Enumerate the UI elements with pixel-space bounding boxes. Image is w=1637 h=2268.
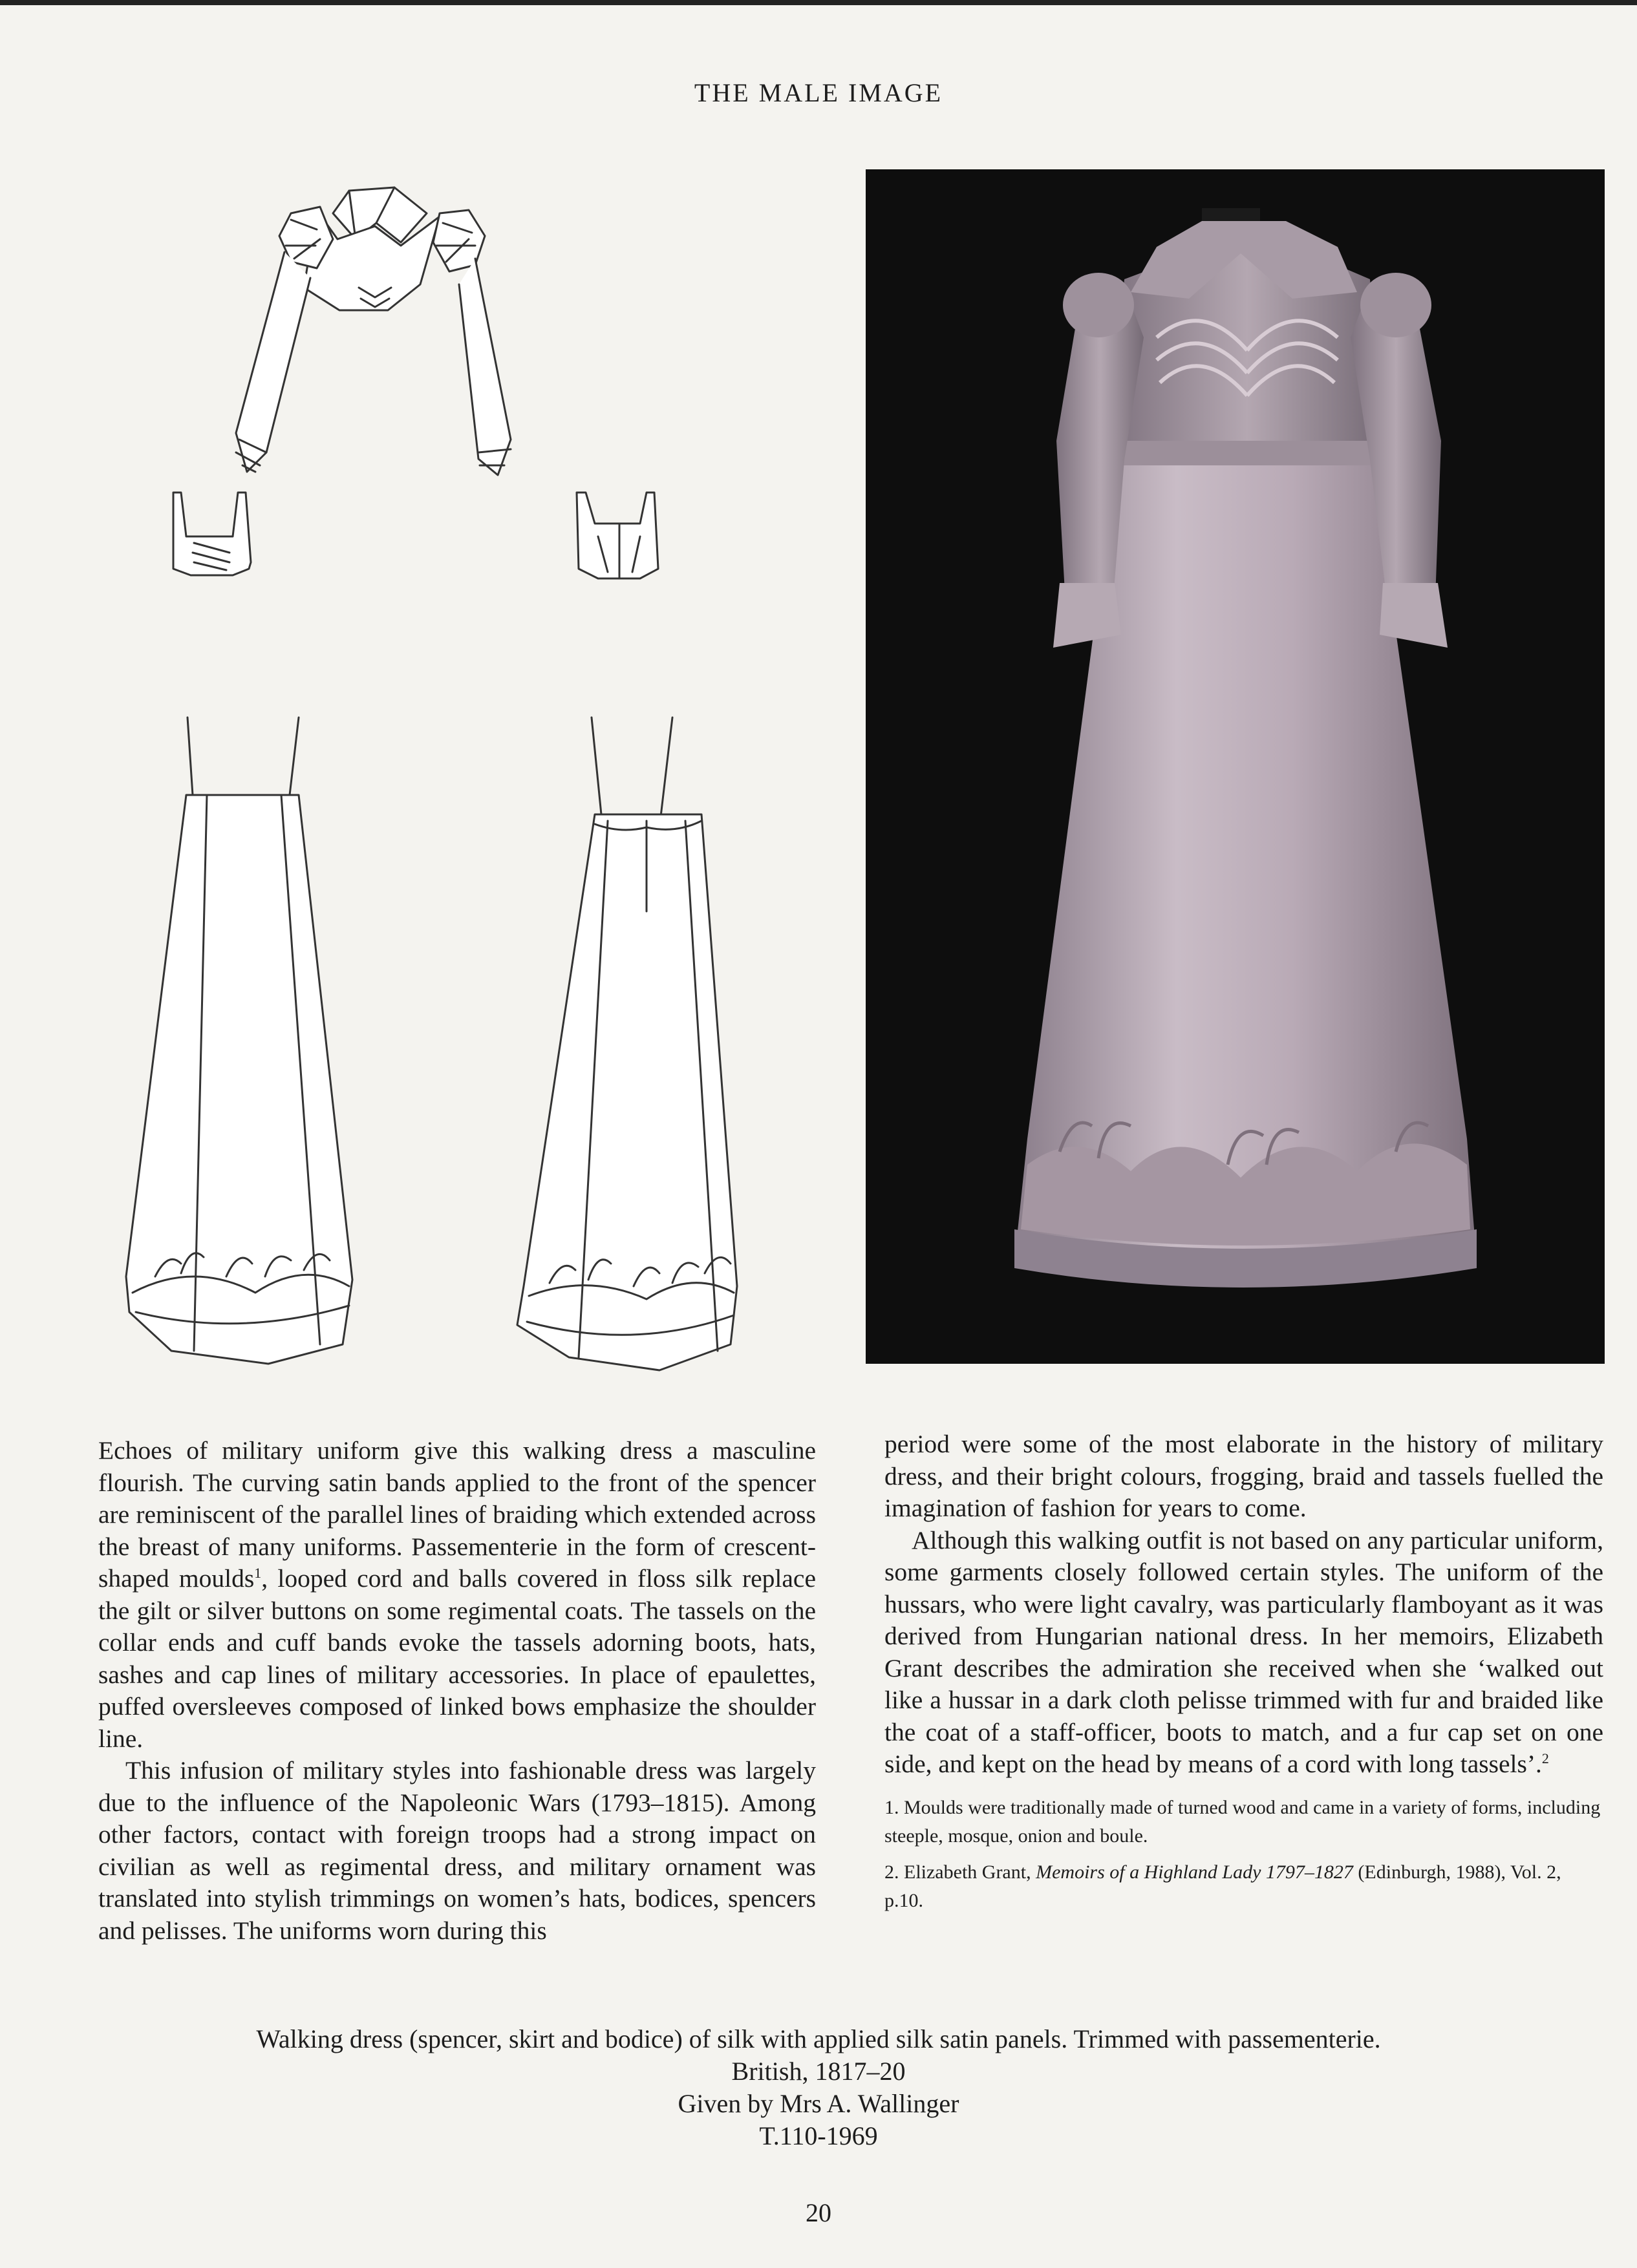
caption-line-1: Walking dress (spencer, skirt and bodice) of silk with applied silk satin panels. Trimmed with passementerie.	[256, 2024, 1381, 2053]
page-number: 20	[806, 2198, 831, 2227]
footnote-2	[884, 1858, 1603, 1915]
footnotes	[884, 1794, 1603, 1915]
footnote-ref: 1	[254, 1564, 262, 1581]
skirt-back-drawing	[517, 717, 737, 1370]
bodice-back-drawing	[577, 493, 658, 578]
book-title: Memoirs of a Highland Lady 1797–1827	[1036, 1861, 1353, 1883]
top-rule	[0, 0, 1637, 5]
running-head: THE MALE IMAGE	[694, 78, 943, 107]
text-run: (Edinburgh, 1988), Vol. 2, p.10.	[884, 1861, 1561, 1911]
footnote-ref: 2	[1541, 1750, 1549, 1766]
walking-dress-photograph	[866, 169, 1605, 1364]
caption-line-4: T.110-1969	[759, 2121, 878, 2150]
text-run: , looped cord and balls covered in floss silk replace the gilt or silver buttons on some regimental coats. The tassels on the collar ends and cuff bands evoke the tassels adorning boots, hats, sashes and cap lines of military accessories. In place of epaulettes, puffed oversleeves composed of linked bows emphasize the shoulder line.	[98, 1564, 816, 1753]
footnote-1: 1. Moulds were traditionally made of turned wood and came in a variety of forms, including steeple, mosque, onion and boule.	[884, 1796, 1601, 1847]
line-drawings-figure	[97, 149, 853, 1390]
paragraph: period were some of the most elaborate in the history of military dress, and their bright colours, frogging, braid and tassels fuelled the imagination of fashion for years to come.	[884, 1430, 1603, 1522]
text-run: Echoes of military uniform give this walking dress a masculine flourish. The curving satin bands applied to the front of the spencer are reminiscent of the parallel lines of braiding which extended across the breast of many uniforms. Passementerie in the form of crescent-shaped moulds	[98, 1436, 816, 1593]
caption-line-3: Given by Mrs A. Wallinger	[678, 2089, 959, 2118]
text-run: Although this walking outfit is not based on any particular uniform, some garments closely followed certain styles. The uniform of the hussars, who were light cavalry, was particularly flamboyant as it was derived from Hungarian national dress. In her memoirs, Elizabeth Grant describes the admiration she received when she ‘walked out like a hussar in a dark cloth pelisse trimmed with fur and braided like the coat of a staff-officer, boots to match, and a fur cap set on one side, and kept on the head by means of a cord with long tassels’.	[884, 1525, 1603, 1778]
bodice-front-drawing	[173, 493, 251, 575]
text-run: 2. Elizabeth Grant,	[884, 1861, 1036, 1883]
spencer-drawing	[236, 187, 511, 475]
body-text-left-column	[98, 1435, 816, 1947]
paragraph: This infusion of military styles into fashionable dress was largely due to the influence of the Napoleonic Wars (1793–1815). Among other factors, contact with foreign troops had a strong impact on civilian as well as regimental dress, and military ornament was translated into stylish trimmings on women’s hats, bodices, spencers and pelisses. The uniforms worn during this	[98, 1756, 816, 1945]
caption-line-2: British, 1817–20	[731, 2057, 906, 2086]
body-text-right-column	[884, 1428, 1603, 1923]
paragraph	[98, 1435, 816, 1755]
skirt-front-drawing	[126, 717, 352, 1364]
paragraph	[884, 1525, 1603, 1781]
figure-caption	[0, 2023, 1637, 2152]
